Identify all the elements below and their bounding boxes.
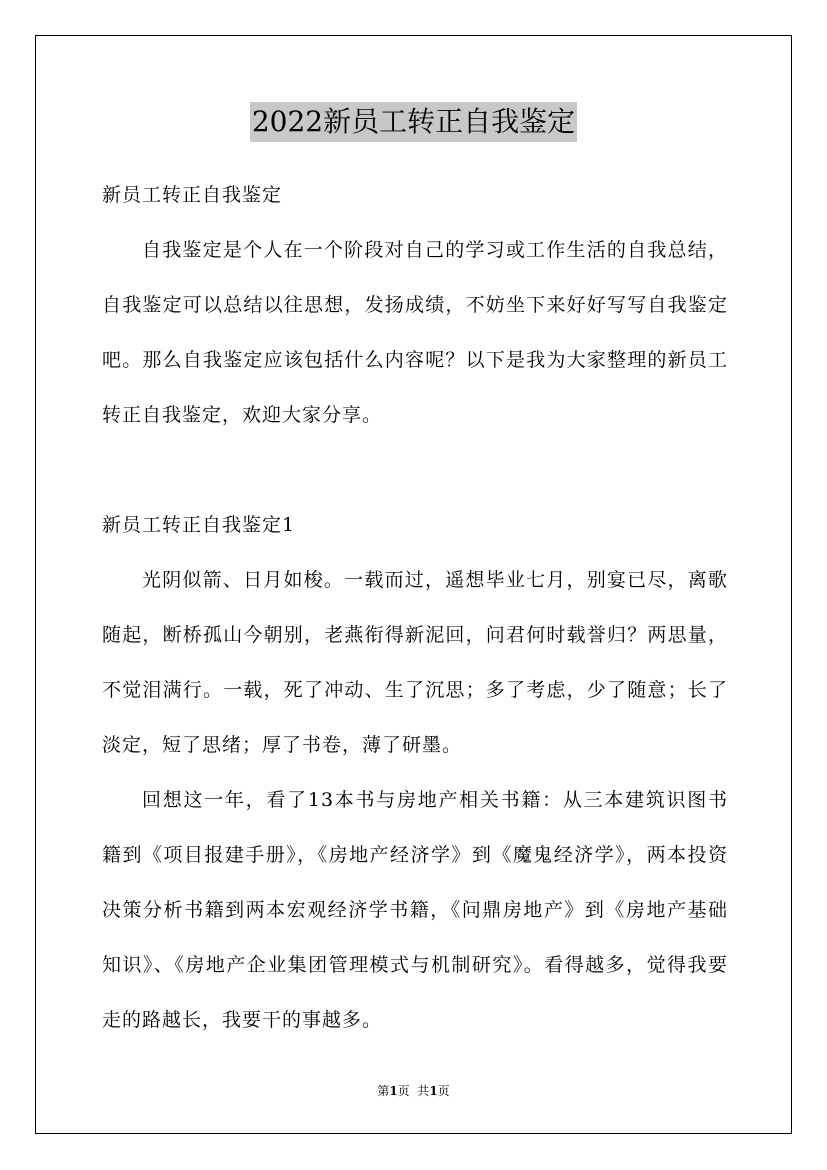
footer-page-mid: 页 共 — [397, 1084, 430, 1098]
title-container — [0, 102, 827, 142]
section-1-paragraph-2: 回想这一年，看了13本书与房地产相关书籍：从三本建筑识图书籍到《项目报建手册》，《房地产经济学》到《魔鬼经济学》，两本投资决策分析书籍到两本宏观经济学书籍，《问鼎房地产》到《房地产基础知识》、《房地产企业集团管理模式与机制研究》。看得越多，觉得我要走的路越长，我要干的事越多。 — [102, 789, 728, 1031]
section-heading-intro: 新员工转正自我鉴定 — [102, 184, 283, 206]
spacer — [102, 443, 728, 498]
document-title: 2022新员工转正自我鉴定 — [250, 102, 577, 142]
footer-page-prefix: 第 — [377, 1084, 390, 1098]
footer-page-suffix: 页 — [437, 1084, 450, 1098]
footer-page-current: 1 — [389, 1084, 398, 1098]
section-1-paragraph-1: 光阴似箭、日月如梭。一载而过，遥想毕业七月，别宴已尽，离歌随起，断桥孤山今朝别，老燕衔得新泥回，问君何时载誉归？两思量，不觉泪满行。一载，死了冲动、生了沉思；多了考虑，少了随意；长了淡定，短了思绪；厚了书卷，薄了研墨。 — [102, 569, 728, 756]
section-heading-1: 新员工转正自我鉴定1 — [102, 514, 296, 536]
intro-paragraph: 自我鉴定是个人在一个阶段对自己的学习或工作生活的自我总结，自我鉴定可以总结以往思想，发扬成绩，不妨坐下来好好写写自我鉴定吧。那么自我鉴定应该包括什么内容呢？以下是我为大家整理的新员工转正自我鉴定，欢迎大家分享。 — [102, 239, 728, 426]
page-footer — [0, 1082, 827, 1100]
footer-page-total: 1 — [429, 1084, 438, 1098]
document-body — [102, 168, 728, 1048]
